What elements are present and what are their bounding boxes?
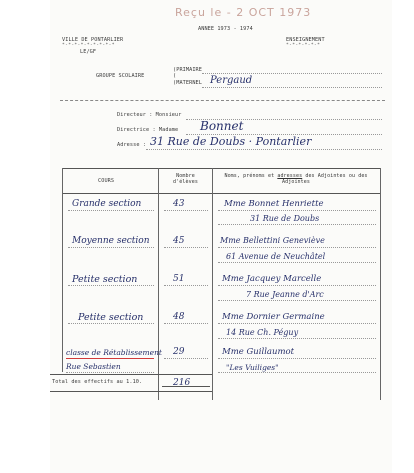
total-value: 216 (173, 378, 191, 388)
cours-underline-red (66, 358, 154, 359)
directeur-label: Directeur : Monsieur (117, 112, 182, 118)
total-label: Total des effectifs au 1.10. (52, 379, 143, 385)
row-adresse: 7 Rue Jeanne d'Arc (246, 290, 324, 299)
town-name: VILLE DE PONTARLIER (62, 37, 124, 43)
row-nom: Mme Guillaumot (222, 347, 295, 357)
groupe-label: GROUPE SCOLAIRE (96, 73, 145, 79)
document-page (50, 0, 392, 473)
row-cours: Grande section (72, 199, 142, 209)
adresse-value: 31 Rue de Doubs · Pontarlier (150, 135, 312, 148)
row-nombre: 43 (173, 199, 185, 209)
header-noms-pre: Noms, prénoms et (224, 173, 278, 179)
school-year: ANNEE 1973 - 1974 (198, 26, 253, 32)
row-nom: Mme Bellettini Geneviève (220, 236, 325, 245)
reference-code: LE/GF (80, 49, 97, 55)
header-nombre: Nombre d'élèves (173, 173, 198, 185)
row-nom: Mme Dornier Germaine (222, 312, 325, 322)
row-cours: Moyenne section (72, 236, 150, 246)
received-stamp: Reçu le - 2 OCT 1973 (175, 6, 312, 19)
row-nombre: 45 (173, 236, 185, 246)
row-cours: classe de Rétablissement (66, 348, 162, 357)
adresse-line (146, 149, 382, 150)
adresse-label: Adresse : (117, 142, 147, 148)
row-adresse: 61 Avenue de Neuchâtel (226, 252, 326, 261)
row-cours: Petite section (78, 312, 144, 323)
header-noms-adresses: adresses (277, 173, 303, 179)
groupe-brace: ( (173, 73, 177, 79)
header-noms (218, 173, 374, 185)
row-nom: Mme Jacquey Marcelle (222, 274, 322, 284)
maternel-label: (MATERNEL (173, 80, 203, 86)
row-adresse: 14 Rue Ch. Péguy (226, 328, 299, 337)
town-stars: *-*-*-*-*-*-*-*-* (62, 43, 115, 48)
section-separator (60, 100, 385, 101)
row-cours: Petite section (72, 274, 138, 285)
header-noms-post: des Adjointes ou des Adjointes (282, 173, 368, 185)
directrice-value: Bonnet (200, 119, 244, 133)
header-cours: COURS (98, 178, 115, 184)
department-title: ENSEIGNEMENT (286, 37, 325, 43)
maternel-value: Pergaud (210, 75, 253, 86)
row-nombre: 51 (173, 274, 185, 284)
row-adresse: 31 Rue de Doubs (250, 214, 320, 223)
maternel-line (202, 87, 382, 88)
extra-cours: Rue Sebastien (66, 362, 121, 371)
department-stars: *-*-*-*-*-* (286, 43, 321, 48)
directrice-label: Directrice : Madame (117, 127, 179, 133)
row-adresse: "Les Vuiliges" (226, 363, 279, 372)
row-nombre: 48 (173, 312, 185, 322)
row-nombre: 29 (173, 347, 185, 357)
primaire-line (202, 73, 382, 74)
row-nom: Mme Bonnet Henriette (224, 199, 324, 209)
primaire-label: (PRIMAIRE (173, 67, 203, 73)
